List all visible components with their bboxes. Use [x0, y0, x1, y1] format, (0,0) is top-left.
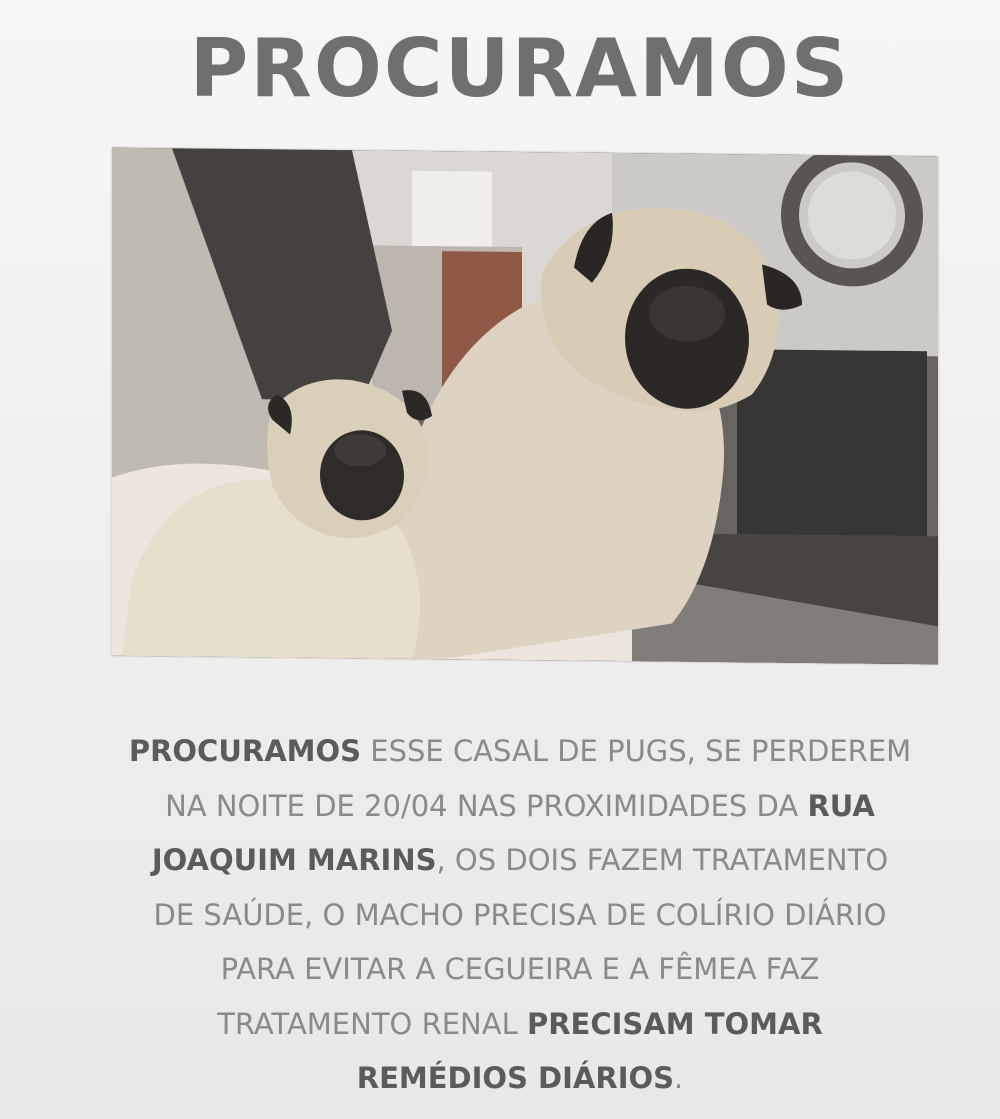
message-text: PARA EVITAR A CEGUEIRA E A FÊMEA FAZ: [220, 952, 820, 986]
message-text: .: [674, 1061, 684, 1095]
message-text: TRATAMENTO RENAL: [217, 1006, 527, 1041]
message-emphasis: REMÉDIOS DIÁRIOS: [356, 1061, 675, 1095]
message-text: ESSE CASAL DE PUGS, SE PERDEREM: [361, 734, 912, 768]
message-emphasis: PROCURAMOS: [128, 734, 362, 768]
message-line: [90, 1051, 950, 1106]
message-emphasis: RUA: [807, 788, 875, 823]
message-line: [90, 833, 950, 888]
message-text: , OS DOIS FAZEM TRATAMENTO: [436, 843, 889, 877]
message-text: NA NOITE DE 20/04 NAS PROXIMIDADES DA: [165, 788, 808, 823]
message-line: [90, 888, 950, 943]
message-line: [90, 779, 950, 834]
message-emphasis: PRECISAM TOMAR: [526, 1006, 823, 1041]
message-line: [90, 724, 950, 779]
flyer-headline: PROCURAMOS: [189, 22, 851, 115]
message-emphasis: JOAQUIM MARINS: [151, 843, 437, 877]
pugs-illustration: [112, 148, 938, 665]
message-line: [90, 997, 950, 1052]
flyer-message: [90, 724, 950, 1106]
message-text: DE SAÚDE, O MACHO PRECISA DE COLÍRIO DIÁRIO: [153, 897, 887, 932]
two-pugs-photo: [112, 148, 938, 665]
message-line: [90, 942, 950, 997]
